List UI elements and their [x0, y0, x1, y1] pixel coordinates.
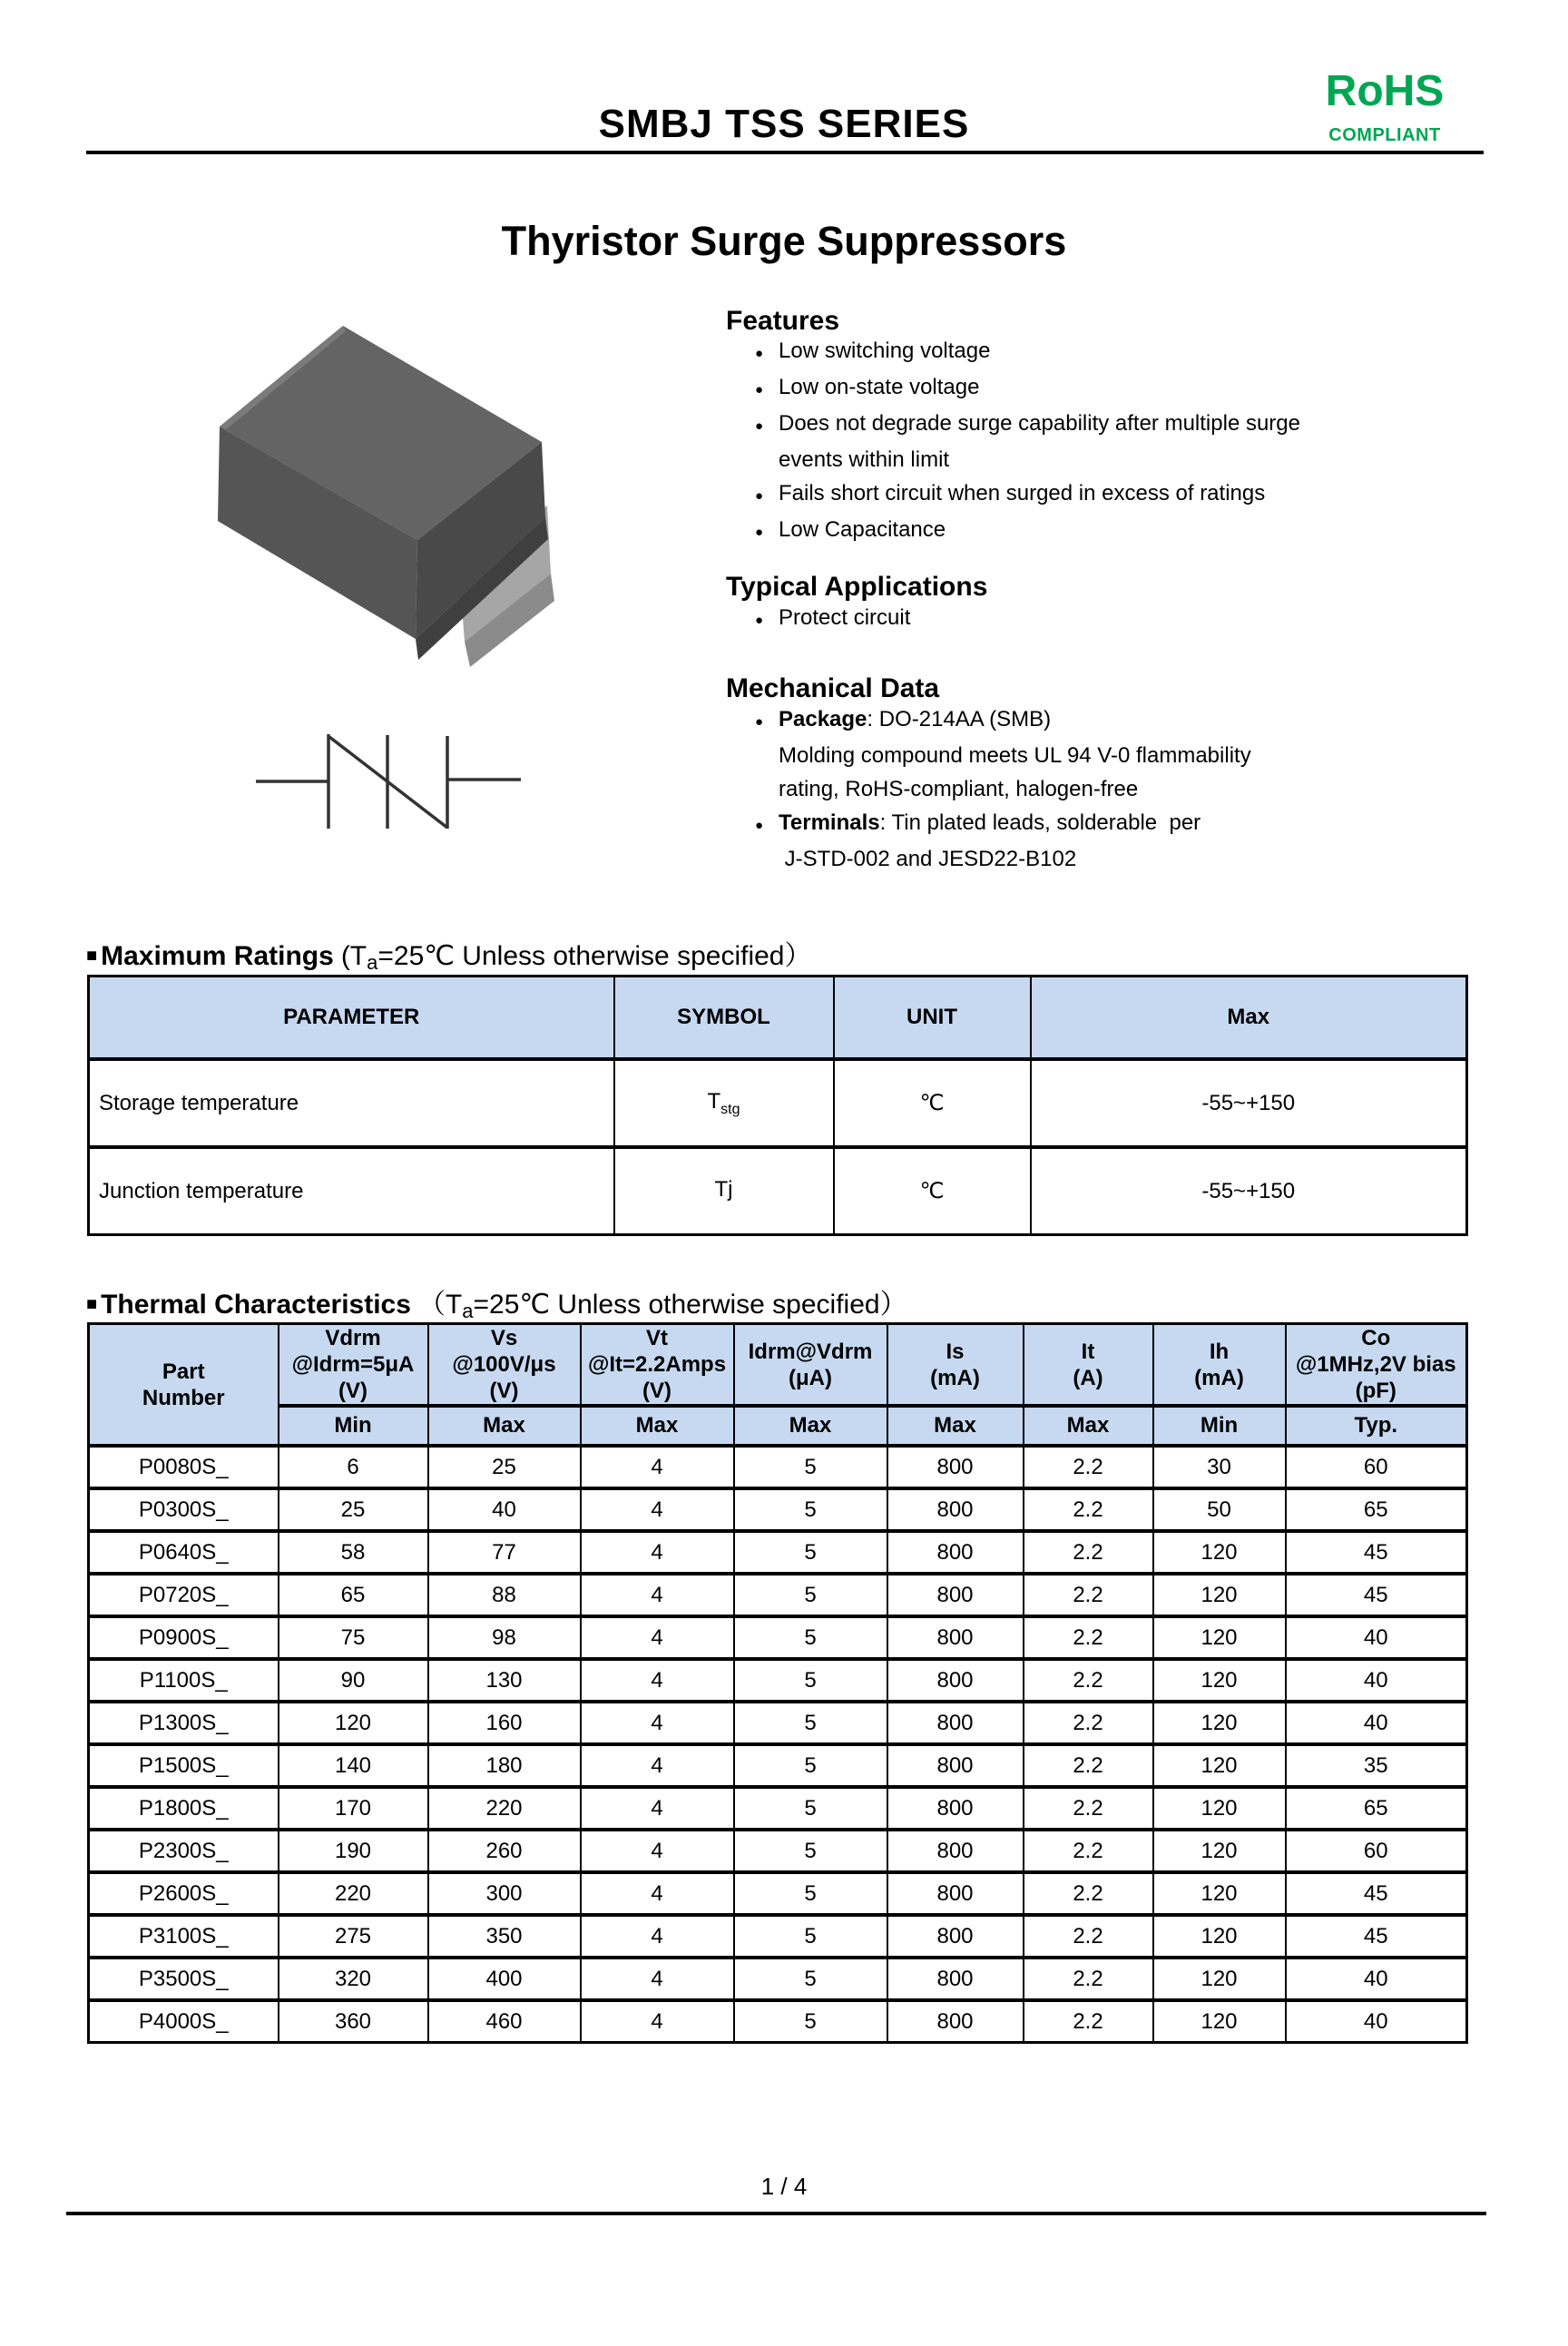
- table-row: [89, 1872, 1467, 1915]
- bullet-icon: ●: [755, 714, 764, 730]
- is-cell: 800: [887, 1659, 1024, 1702]
- feature-item-text: events within limit: [779, 447, 950, 472]
- bullet-icon: ●: [755, 488, 764, 504]
- unit-cell: ℃: [834, 1059, 1031, 1147]
- features-heading: Features: [726, 306, 840, 336]
- bullet-icon: ●: [755, 346, 764, 361]
- it-cell: 2.2: [1024, 1787, 1153, 1830]
- vdrm-cell: 58: [279, 1531, 428, 1574]
- max-ratings-table: [87, 975, 1468, 1236]
- rohs-badge-subtitle: COMPLIANT: [1328, 125, 1441, 145]
- mechanical-item-text: : Tin plated leads, solderable per: [879, 810, 1201, 835]
- table-row: [89, 1915, 1467, 1958]
- idrm-cell: 5: [734, 1702, 887, 1744]
- mechanical-item-text: J-STD-002 and JESD22-B102: [779, 847, 1077, 871]
- col-header-parameter: PARAMETER: [89, 977, 614, 1060]
- is-cell: 800: [887, 1446, 1024, 1488]
- feature-item-text: Low on-state voltage: [779, 375, 980, 399]
- subheader-min-max: Max: [887, 1406, 1024, 1446]
- vt-cell: 4: [581, 1446, 734, 1488]
- table-row: [89, 1616, 1467, 1659]
- table-row: [89, 1488, 1467, 1531]
- vdrm-cell: 6: [279, 1446, 428, 1488]
- bullet-icon: ●: [755, 613, 764, 628]
- idrm-cell: 5: [734, 1659, 887, 1702]
- idrm-cell: 5: [734, 1488, 887, 1531]
- vs-cell: 220: [428, 1787, 581, 1830]
- col-header-symbol: SYMBOL: [614, 977, 834, 1060]
- vdrm-cell: 90: [279, 1659, 428, 1702]
- col-header-vt: Vt @It=2.2Amps (V): [581, 1324, 734, 1407]
- is-cell: 800: [887, 1830, 1024, 1872]
- vs-cell: 88: [428, 1574, 581, 1616]
- table-row: [89, 1958, 1467, 2000]
- feature-item-text: Low Capacitance: [779, 517, 946, 542]
- mechanical-item: [755, 702, 1251, 739]
- thermal-table-body: [89, 1446, 1467, 2043]
- part-number-cell: P0080S_: [89, 1446, 279, 1488]
- co-cell: 40: [1286, 1659, 1467, 1702]
- parameter-cell: Junction temperature: [89, 1147, 614, 1235]
- part-number-cell: P0640S_: [89, 1531, 279, 1574]
- ih-cell: 120: [1153, 1787, 1286, 1830]
- subheader-min-max: Min: [1153, 1406, 1286, 1446]
- feature-item: [755, 476, 1300, 513]
- ih-cell: 120: [1153, 1574, 1286, 1616]
- it-cell: 2.2: [1024, 1446, 1153, 1488]
- page-title: Thyristor Surge Suppressors: [501, 218, 1067, 264]
- part-number-cell: P4000S_: [89, 2000, 279, 2043]
- it-cell: 2.2: [1024, 2000, 1153, 2043]
- idrm-cell: 5: [734, 1872, 887, 1915]
- mechanical-heading: Mechanical Data: [726, 673, 940, 703]
- is-cell: 800: [887, 1958, 1024, 2000]
- co-cell: 45: [1286, 1872, 1467, 1915]
- feature-item: [755, 370, 1300, 407]
- max-cell: -55~+150: [1031, 1059, 1467, 1147]
- max-ratings-heading: ■ Maximum Ratings (Ta=25℃ Unless otherwise specified）: [86, 941, 812, 974]
- vt-cell: 4: [581, 1574, 734, 1616]
- vdrm-cell: 275: [279, 1915, 428, 1958]
- applications-list: [755, 601, 910, 637]
- part-number-cell: P3500S_: [89, 1958, 279, 2000]
- part-number-cell: P0720S_: [89, 1574, 279, 1616]
- it-cell: 2.2: [1024, 1872, 1153, 1915]
- part-number-cell: P2300S_: [89, 1830, 279, 1872]
- co-cell: 40: [1286, 1616, 1467, 1659]
- table-row: [89, 1147, 1467, 1235]
- vt-cell: 4: [581, 1616, 734, 1659]
- max-ratings-header-row: [89, 977, 1467, 1060]
- square-bullet-icon: ■: [86, 1294, 98, 1314]
- vdrm-cell: 190: [279, 1830, 428, 1872]
- feature-item: [755, 443, 1300, 476]
- tss-circuit-symbol-icon: [252, 724, 524, 835]
- vs-cell: 130: [428, 1659, 581, 1702]
- page-number: 1 / 4: [760, 2173, 808, 2200]
- idrm-cell: 5: [734, 2000, 887, 2043]
- is-cell: 800: [887, 1787, 1024, 1830]
- thermal-header-row: [89, 1324, 1467, 1407]
- is-cell: 800: [887, 1574, 1024, 1616]
- vdrm-cell: 320: [279, 1958, 428, 2000]
- vt-cell: 4: [581, 1872, 734, 1915]
- idrm-cell: 5: [734, 1958, 887, 2000]
- col-header-idrm: Idrm@Vdrm (μA): [734, 1324, 887, 1407]
- feature-item: [755, 407, 1300, 443]
- max-cell: -55~+150: [1031, 1147, 1467, 1235]
- mechanical-list: [755, 702, 1251, 876]
- bullet-icon: ●: [755, 818, 764, 833]
- vdrm-cell: 170: [279, 1787, 428, 1830]
- co-cell: 65: [1286, 1488, 1467, 1531]
- col-header-unit: UNIT: [834, 977, 1031, 1060]
- ih-cell: 120: [1153, 1531, 1286, 1574]
- vt-cell: 4: [581, 1915, 734, 1958]
- idrm-cell: 5: [734, 1915, 887, 1958]
- it-cell: 2.2: [1024, 1616, 1153, 1659]
- ih-cell: 120: [1153, 1616, 1286, 1659]
- part-number-cell: P2600S_: [89, 1872, 279, 1915]
- feature-item: [755, 513, 1300, 549]
- it-cell: 2.2: [1024, 1702, 1153, 1744]
- mechanical-item: [755, 806, 1251, 842]
- subheader-min-max: Max: [734, 1406, 887, 1446]
- vs-cell: 77: [428, 1531, 581, 1574]
- vdrm-cell: 65: [279, 1574, 428, 1616]
- co-cell: 35: [1286, 1744, 1467, 1787]
- features-list: [755, 334, 1300, 549]
- vt-cell: 4: [581, 1958, 734, 2000]
- vs-cell: 160: [428, 1702, 581, 1744]
- table-row: [89, 1830, 1467, 1872]
- vt-cell: 4: [581, 1659, 734, 1702]
- idrm-cell: 5: [734, 1787, 887, 1830]
- vs-cell: 460: [428, 2000, 581, 2043]
- co-cell: 60: [1286, 1446, 1467, 1488]
- header-divider: [86, 151, 1484, 154]
- thermal-heading: ■ Thermal Characteristics （Ta=25℃ Unless otherwise specified）: [86, 1290, 907, 1322]
- parameter-cell: Storage temperature: [89, 1059, 614, 1147]
- vs-cell: 300: [428, 1872, 581, 1915]
- application-item: [755, 601, 910, 637]
- mechanical-item: [755, 739, 1251, 772]
- subheader-min-max: Max: [581, 1406, 734, 1446]
- table-row: [89, 1574, 1467, 1616]
- table-row: [89, 1702, 1467, 1744]
- vt-cell: 4: [581, 1744, 734, 1787]
- vs-cell: 25: [428, 1446, 581, 1488]
- vdrm-cell: 120: [279, 1702, 428, 1744]
- is-cell: 800: [887, 1744, 1024, 1787]
- vs-cell: 400: [428, 1958, 581, 2000]
- vdrm-cell: 140: [279, 1744, 428, 1787]
- bullet-icon: ●: [755, 382, 764, 398]
- ih-cell: 120: [1153, 1915, 1286, 1958]
- part-number-cell: P1300S_: [89, 1702, 279, 1744]
- ih-cell: 30: [1153, 1446, 1286, 1488]
- mechanical-item: [755, 842, 1251, 876]
- mechanical-item-bold: Package: [779, 707, 867, 731]
- idrm-cell: 5: [734, 1446, 887, 1488]
- subheader-min-max: Typ.: [1286, 1406, 1467, 1446]
- vdrm-cell: 75: [279, 1616, 428, 1659]
- table-row: [89, 1659, 1467, 1702]
- co-cell: 60: [1286, 1830, 1467, 1872]
- vdrm-cell: 220: [279, 1872, 428, 1915]
- applications-heading: Typical Applications: [726, 572, 988, 602]
- idrm-cell: 5: [734, 1616, 887, 1659]
- mechanical-item: [755, 772, 1251, 806]
- ih-cell: 120: [1153, 2000, 1286, 2043]
- it-cell: 2.2: [1024, 1659, 1153, 1702]
- unit-cell: ℃: [834, 1147, 1031, 1235]
- co-cell: 40: [1286, 1702, 1467, 1744]
- table-row: [89, 1531, 1467, 1574]
- col-header-max: Max: [1031, 977, 1467, 1060]
- vt-cell: 4: [581, 1830, 734, 1872]
- is-cell: 800: [887, 1616, 1024, 1659]
- col-header-ih: Ih (mA): [1153, 1324, 1286, 1407]
- vt-cell: 4: [581, 1702, 734, 1744]
- feature-item: [755, 334, 1300, 370]
- is-cell: 800: [887, 1702, 1024, 1744]
- part-number-cell: P0300S_: [89, 1488, 279, 1531]
- ih-cell: 120: [1153, 1958, 1286, 2000]
- table-row: [89, 2000, 1467, 2043]
- is-cell: 800: [887, 1872, 1024, 1915]
- mechanical-item-text: Molding compound meets UL 94 V-0 flammability: [779, 743, 1251, 768]
- feature-item-text: Does not degrade surge capability after multiple surge: [779, 411, 1300, 436]
- feature-item-text: Fails short circuit when surged in excess of ratings: [779, 481, 1266, 506]
- it-cell: 2.2: [1024, 1830, 1153, 1872]
- it-cell: 2.2: [1024, 1958, 1153, 2000]
- mechanical-item-text: : DO-214AA (SMB): [867, 707, 1052, 731]
- ih-cell: 120: [1153, 1872, 1286, 1915]
- it-cell: 2.2: [1024, 1531, 1153, 1574]
- table-row: [89, 1446, 1467, 1488]
- it-cell: 2.2: [1024, 1744, 1153, 1787]
- thermal-subheader-row: [89, 1406, 1467, 1446]
- vs-cell: 40: [428, 1488, 581, 1531]
- feature-item-text: Low switching voltage: [779, 339, 991, 363]
- col-header-part-number: Part Number: [89, 1324, 279, 1447]
- vdrm-cell: 25: [279, 1488, 428, 1531]
- vt-cell: 4: [581, 1531, 734, 1574]
- it-cell: 2.2: [1024, 1915, 1153, 1958]
- vt-cell: 4: [581, 1787, 734, 1830]
- square-bullet-icon: ■: [86, 946, 98, 966]
- mechanical-item-bold: Terminals: [779, 810, 880, 835]
- vdrm-cell: 360: [279, 2000, 428, 2043]
- it-cell: 2.2: [1024, 1488, 1153, 1531]
- bullet-icon: ●: [755, 525, 764, 540]
- table-row: [89, 1059, 1467, 1147]
- part-number-cell: P3100S_: [89, 1915, 279, 1958]
- part-number-cell: P1800S_: [89, 1787, 279, 1830]
- subheader-min-max: Max: [1024, 1406, 1153, 1446]
- part-number-cell: P1500S_: [89, 1744, 279, 1787]
- vs-cell: 98: [428, 1616, 581, 1659]
- is-cell: 800: [887, 2000, 1024, 2043]
- ih-cell: 120: [1153, 1744, 1286, 1787]
- package-3d-image: [134, 274, 565, 673]
- ih-cell: 120: [1153, 1659, 1286, 1702]
- idrm-cell: 5: [734, 1574, 887, 1616]
- co-cell: 45: [1286, 1574, 1467, 1616]
- co-cell: 45: [1286, 1531, 1467, 1574]
- rohs-badge-title: RoHS: [1325, 67, 1445, 115]
- series-title: SMBJ TSS SERIES: [598, 102, 970, 146]
- ih-cell: 50: [1153, 1488, 1286, 1531]
- vt-cell: 4: [581, 2000, 734, 2043]
- idrm-cell: 5: [734, 1744, 887, 1787]
- ih-cell: 120: [1153, 1830, 1286, 1872]
- bullet-icon: ●: [755, 418, 764, 434]
- symbol-cell: Tj: [614, 1147, 834, 1235]
- col-header-is: Is (mA): [887, 1324, 1024, 1407]
- co-cell: 65: [1286, 1787, 1467, 1830]
- subheader-min-max: Max: [428, 1406, 581, 1446]
- idrm-cell: 5: [734, 1830, 887, 1872]
- thermal-characteristics-table: [87, 1322, 1468, 2044]
- mechanical-item-text: rating, RoHS-compliant, halogen-free: [779, 777, 1139, 801]
- co-cell: 45: [1286, 1915, 1467, 1958]
- subheader-min-max: Min: [279, 1406, 428, 1446]
- is-cell: 800: [887, 1915, 1024, 1958]
- rohs-badge: [1312, 69, 1457, 146]
- table-row: [89, 1744, 1467, 1787]
- vs-cell: 350: [428, 1915, 581, 1958]
- footer-divider: [66, 2212, 1486, 2215]
- col-header-vdrm: Vdrm @Idrm=5μA (V): [279, 1324, 428, 1407]
- is-cell: 800: [887, 1531, 1024, 1574]
- col-header-it: It (A): [1024, 1324, 1153, 1407]
- col-header-co: Co @1MHz,2V bias (pF): [1286, 1324, 1467, 1407]
- ih-cell: 120: [1153, 1702, 1286, 1744]
- vs-cell: 260: [428, 1830, 581, 1872]
- co-cell: 40: [1286, 1958, 1467, 2000]
- col-header-vs: Vs @100V/μs (V): [428, 1324, 581, 1407]
- part-number-cell: P1100S_: [89, 1659, 279, 1702]
- vt-cell: 4: [581, 1488, 734, 1531]
- symbol-cell: $T_{stg}$: [614, 1059, 834, 1147]
- it-cell: 2.2: [1024, 1574, 1153, 1616]
- co-cell: 40: [1286, 2000, 1467, 2043]
- vs-cell: 180: [428, 1744, 581, 1787]
- part-number-cell: P0900S_: [89, 1616, 279, 1659]
- application-item-text: Protect circuit: [779, 605, 911, 630]
- is-cell: 800: [887, 1488, 1024, 1531]
- idrm-cell: 5: [734, 1531, 887, 1574]
- table-row: [89, 1787, 1467, 1830]
